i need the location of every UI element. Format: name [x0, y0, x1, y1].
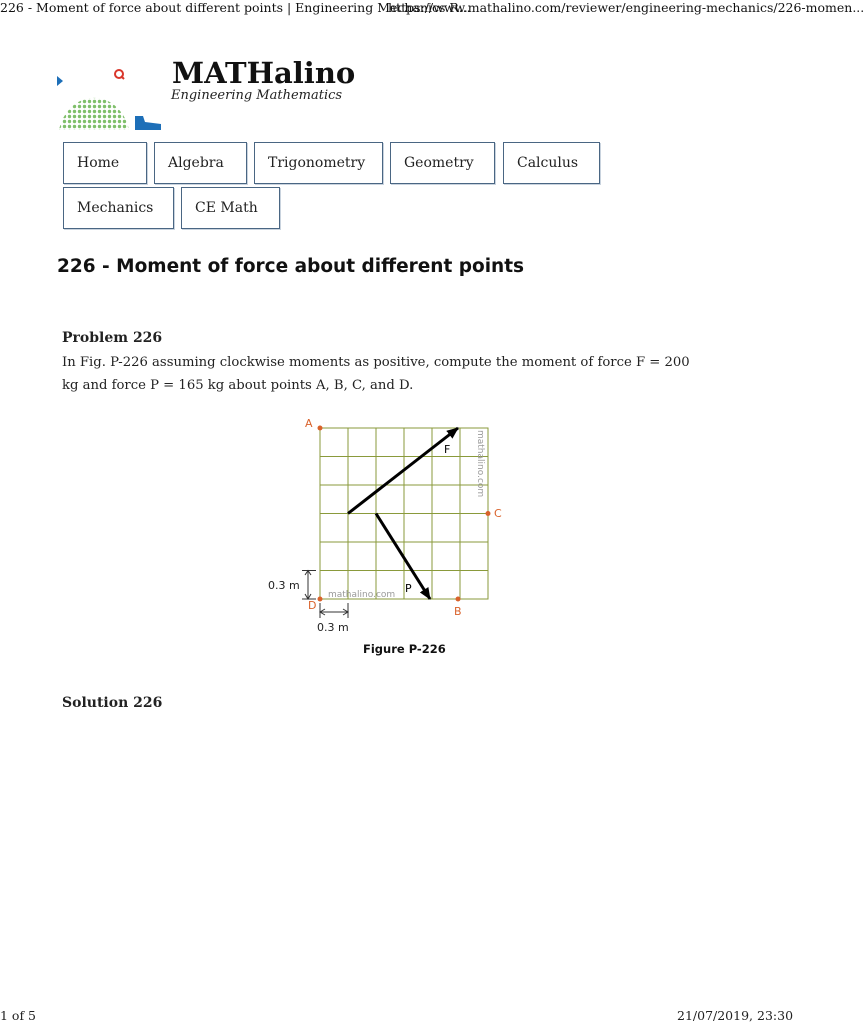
- nav-trigonometry[interactable]: Trigonometry: [254, 142, 383, 184]
- label-p: P: [405, 582, 412, 595]
- site-tagline: Engineering Mathematics: [171, 88, 343, 103]
- nav-ce-math[interactable]: CE Math: [181, 187, 280, 229]
- figure-p226: [260, 408, 520, 668]
- problem-heading: Problem 226: [62, 330, 163, 346]
- solution-heading: Solution 226: [62, 695, 163, 711]
- dim-vertical-label: 0.3 m: [268, 579, 300, 592]
- print-header-url[interactable]: https://www.mathalino.com/reviewer/engineering-mechanics/226-momen...: [388, 0, 864, 15]
- page-title: 226 - Moment of force about different points: [57, 256, 525, 277]
- label-c: C: [494, 507, 502, 520]
- print-footer-page: 1 of 5: [0, 1008, 37, 1023]
- dim-horizontal-label: 0.3 m: [317, 621, 349, 634]
- nav-algebra[interactable]: Algebra: [154, 142, 247, 184]
- label-a: A: [305, 417, 313, 430]
- point-b: [456, 597, 461, 602]
- label-f: F: [444, 443, 451, 456]
- watermark-bottom: mathalino.com: [328, 590, 396, 600]
- figure-caption: Figure P-226: [363, 642, 446, 656]
- print-header-title: 226 - Moment of force about different points | Engineering Mechanics R...: [0, 0, 471, 15]
- point-d: [318, 597, 323, 602]
- label-d: D: [308, 599, 317, 612]
- nav-calculus[interactable]: Calculus: [503, 142, 600, 184]
- site-logo[interactable]: [57, 64, 161, 132]
- play-triangle-icon: [57, 76, 63, 86]
- force-f-arrow: [348, 428, 458, 514]
- point-c: [486, 511, 491, 516]
- force-p-arrow: [376, 514, 430, 600]
- nav-home[interactable]: Home: [63, 142, 147, 184]
- nav-mechanics[interactable]: Mechanics: [63, 187, 174, 229]
- nav-geometry[interactable]: Geometry: [390, 142, 495, 184]
- site-name[interactable]: MATHalino: [172, 56, 356, 90]
- label-b: B: [454, 605, 462, 618]
- dome-icon: [59, 98, 129, 130]
- shoe-icon: [135, 116, 161, 130]
- point-a: [318, 426, 323, 431]
- grid: [320, 428, 488, 599]
- watermark-side: mathalino.com: [475, 430, 485, 498]
- problem-text: In Fig. P-226 assuming clockwise moments as positive, compute the moment of force F = 200 kg and force P = 165 kg about points A, B, C, and D.: [62, 355, 690, 393]
- print-footer-datetime: 21/07/2019, 23:30: [677, 1008, 794, 1023]
